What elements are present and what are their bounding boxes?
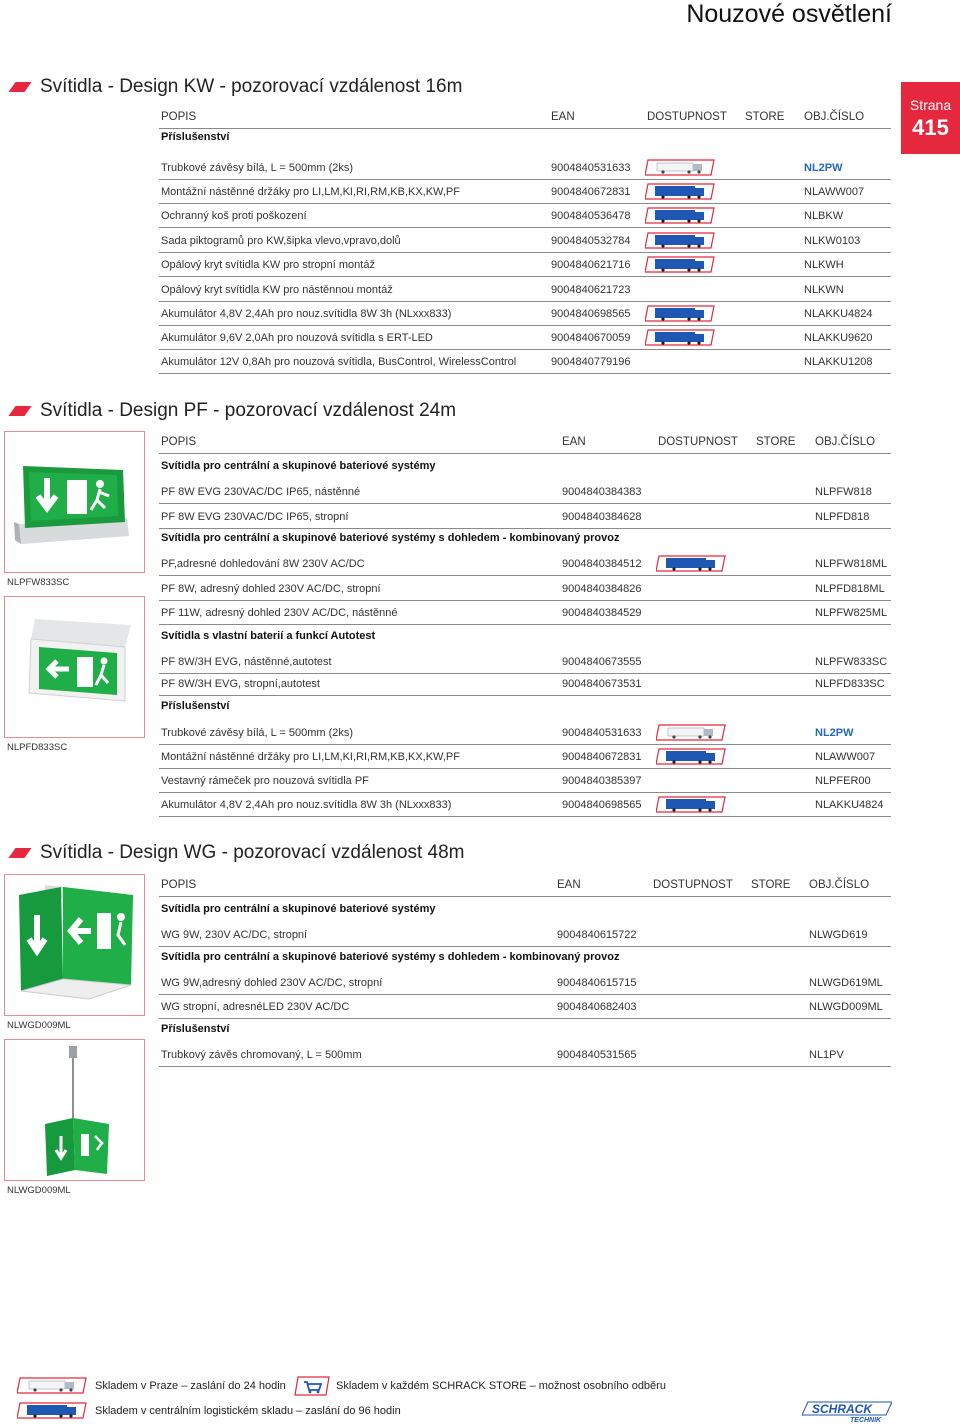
- column-header-objcislo: OBJ.ČÍSLO: [815, 436, 876, 448]
- svg-text:TECHNIK: TECHNIK: [850, 1417, 882, 1423]
- row-ean: 9004840532784: [551, 235, 631, 247]
- column-header-objcislo: OBJ.ČÍSLO: [804, 111, 865, 123]
- truck-white-icon: [645, 159, 715, 176]
- group-heading: [159, 947, 891, 967]
- table-row: [159, 971, 891, 995]
- row-ean: 9004840384826: [562, 583, 642, 595]
- row-order-number: NLPFW825ML: [815, 607, 888, 619]
- section-title-wg: Svítidla - Design WG - pozorovací vzdálenost 48m: [6, 842, 465, 864]
- row-ean: 9004840385397: [562, 775, 642, 787]
- table-row: [159, 923, 891, 947]
- table-row: [159, 350, 891, 374]
- group-heading: [159, 626, 891, 646]
- row-order-number: NLPFW833SC: [815, 656, 888, 668]
- table-row: [159, 672, 891, 696]
- table-row: [159, 229, 891, 253]
- row-ean: 9004840384383: [562, 486, 642, 498]
- table-row: [159, 253, 891, 277]
- table-row: [159, 721, 891, 745]
- row-order-number: NLAWW007: [815, 751, 876, 763]
- group-heading-label: Příslušenství: [161, 1023, 230, 1035]
- column-header-dostupnost: DOSTUPNOST: [658, 436, 738, 448]
- row-description: Sada piktogramů pro KW,šipka vlevo,vpravo,dolů: [161, 235, 401, 247]
- table-row: [159, 180, 891, 204]
- footer-prague-legend: Skladem v Praze – zaslání do 24 hodin: [95, 1380, 286, 1392]
- row-description: Vestavný rámeček pro nouzová svítidla PF: [161, 775, 369, 787]
- group-heading: [159, 696, 891, 716]
- row-description: Ochranný koš proti poškození: [161, 210, 307, 222]
- truck-white-icon: [17, 1377, 87, 1399]
- footer-central-legend: Skladem v centrálním logistickém skladu – zaslání do 96 hodin: [95, 1405, 401, 1417]
- truck-white-icon: [656, 724, 726, 741]
- row-ean: 9004840621716: [551, 259, 631, 271]
- row-order-number: NLWGD619ML: [809, 977, 883, 989]
- product-image-pf-wall: [4, 431, 145, 573]
- truck-blue-icon: [645, 256, 715, 273]
- svg-text:SCHRACK: SCHRACK: [812, 1402, 872, 1416]
- row-description: Montážní nástěnné držáky pro LI,LM,KI,RI,RM,KB,KX,KW,PF: [161, 186, 460, 198]
- row-ean: 9004840672831: [562, 751, 642, 763]
- row-description: Akumulátor 12V 0,8Ah pro nouzová svítidla, BusControl, WirelessControl: [161, 356, 517, 368]
- section-title-kw: Svítidla - Design KW - pozorovací vzdálenost 16m: [6, 76, 462, 98]
- row-order-number: NL2PW: [804, 162, 843, 174]
- row-description: Opálový kryt svítidla KW pro nástěnnou montáž: [161, 284, 393, 296]
- row-ean: 9004840384529: [562, 607, 642, 619]
- group-heading: [159, 456, 891, 476]
- row-ean: 9004840384628: [562, 511, 642, 523]
- image-caption: NLWGD009ML: [7, 1185, 71, 1196]
- table-row: [159, 793, 891, 817]
- truck-blue-icon: [656, 748, 726, 765]
- table-header: [159, 873, 891, 897]
- group-heading-label: Svítidla s vlastní baterií a funkcí Autotest: [161, 630, 376, 642]
- row-description: Akumulátor 9,6V 2,0Ah pro nouzová svítidla s ERT-LED: [161, 332, 433, 344]
- row-ean: 9004840531633: [562, 727, 642, 739]
- row-description: Akumulátor 4,8V 2,4Ah pro nouz.svítidla 8W 3h (NLxxx833): [161, 799, 452, 811]
- image-caption: NLWGD009ML: [7, 1020, 71, 1031]
- column-header-store: STORE: [745, 111, 785, 123]
- table-row: [159, 745, 891, 769]
- row-description: PF 8W EVG 230VAC/DC IP65, stropní: [161, 511, 349, 523]
- row-description: Trubkové závěsy bílá, L = 500mm (2ks): [161, 727, 354, 739]
- column-header-store: STORE: [756, 436, 796, 448]
- column-header-ean: EAN: [551, 111, 575, 123]
- truck-blue-icon: [17, 1402, 87, 1424]
- row-description: Akumulátor 4,8V 2,4Ah pro nouz.svítidla 8W 3h (NLxxx833): [161, 308, 452, 320]
- row-order-number: NLWGD009ML: [809, 1001, 883, 1013]
- row-order-number: NLPFD833SC: [815, 678, 885, 690]
- row-description: WG stropní, adresnéLED 230V AC/DC: [161, 1001, 350, 1013]
- row-ean: 9004840615722: [557, 929, 637, 941]
- row-ean: 9004840531565: [557, 1049, 637, 1061]
- truck-blue-icon: [645, 232, 715, 249]
- row-order-number: NLAKKU1208: [804, 356, 873, 368]
- column-header-popis: POPIS: [161, 879, 197, 891]
- column-header-store: STORE: [751, 879, 791, 891]
- truck-blue-icon: [645, 183, 715, 200]
- row-ean: 9004840384512: [562, 558, 642, 570]
- section-marker-icon: [8, 406, 31, 416]
- row-ean: 9004840673531: [562, 678, 642, 690]
- table-row: [159, 278, 891, 302]
- table-row: [159, 505, 891, 529]
- row-ean: 9004840536478: [551, 210, 631, 222]
- table-row: [159, 552, 891, 576]
- truck-blue-icon: [656, 796, 726, 813]
- column-header-dostupnost: DOSTUPNOST: [653, 879, 733, 891]
- page-number: 415: [912, 115, 949, 140]
- product-image-pf-ceiling: [4, 596, 145, 738]
- product-image-wg-pendant: [4, 1039, 145, 1181]
- page-title: Nouzové osvětlení: [686, 0, 892, 28]
- row-ean: 9004840621723: [551, 284, 631, 296]
- row-order-number: NLAKKU9620: [804, 332, 873, 344]
- group-heading-label: Svítidla pro centrální a skupinové bateriové systémy s dohledem - kombinovaný provoz: [161, 532, 620, 544]
- row-description: PF 8W, adresný dohled 230V AC/DC, stropní: [161, 583, 381, 595]
- row-description: PF 8W EVG 230VAC/DC IP65, nástěnné: [161, 486, 361, 498]
- product-image-wg-ceiling: [4, 874, 145, 1016]
- table-row: [159, 995, 891, 1019]
- row-order-number: NL2PW: [815, 727, 854, 739]
- page-number-badge: [901, 82, 960, 154]
- table-header: [159, 105, 891, 129]
- truck-blue-icon: [645, 305, 715, 322]
- table-row: [159, 1043, 891, 1067]
- row-order-number: NLPFW818: [815, 486, 872, 498]
- column-header-objcislo: OBJ.ČÍSLO: [809, 879, 870, 891]
- row-order-number: NLAKKU4824: [804, 308, 873, 320]
- row-ean: 9004840615715: [557, 977, 637, 989]
- image-caption: NLPFW833SC: [7, 577, 70, 588]
- row-ean: 9004840673555: [562, 656, 642, 668]
- column-header-popis: POPIS: [161, 111, 197, 123]
- row-ean: 9004840670059: [551, 332, 631, 344]
- group-heading-label: Příslušenství: [161, 700, 230, 712]
- row-order-number: NLKWN: [804, 284, 844, 296]
- row-description: Opálový kryt svítidla KW pro stropní montáž: [161, 259, 375, 271]
- row-description: Trubkové závěsy bílá, L = 500mm (2ks): [161, 162, 354, 174]
- table-row: [159, 601, 891, 625]
- row-order-number: NLPFW818ML: [815, 558, 888, 570]
- row-description: Trubkový závěs chromovaný, L = 500mm: [161, 1049, 362, 1061]
- row-ean: 9004840779196: [551, 356, 631, 368]
- row-order-number: NLPFER00: [815, 775, 871, 787]
- row-ean: 9004840672831: [551, 186, 631, 198]
- row-description: PF 8W/3H EVG, nástěnné,autotest: [161, 656, 332, 668]
- table-row: [159, 769, 891, 793]
- row-description: Montážní nástěnné držáky pro LI,LM,KI,RI,RM,KB,KX,KW,PF: [161, 751, 460, 763]
- row-description: PF 11W, adresný dohled 230V AC/DC, nástěnné: [161, 607, 398, 619]
- cart-icon: [294, 1376, 330, 1401]
- table-row: [159, 326, 891, 350]
- row-order-number: NL1PV: [809, 1049, 844, 1061]
- section-marker-icon: [8, 848, 31, 858]
- schrack-logo: [802, 1401, 892, 1423]
- column-header-ean: EAN: [557, 879, 581, 891]
- table-row: [159, 204, 891, 228]
- row-order-number: NLKW0103: [804, 235, 861, 247]
- row-order-number: NLKWH: [804, 259, 844, 271]
- truck-blue-icon: [645, 329, 715, 346]
- group-heading: [159, 127, 891, 147]
- column-header-popis: POPIS: [161, 436, 197, 448]
- row-ean: 9004840698565: [551, 308, 631, 320]
- row-description: WG 9W,adresný dohled 230V AC/DC, stropní: [161, 977, 383, 989]
- table-row: [159, 650, 891, 674]
- table-row: [159, 302, 891, 326]
- page-number-label: Strana: [909, 97, 952, 113]
- group-heading: [159, 1019, 891, 1039]
- truck-blue-icon: [645, 207, 715, 224]
- row-description: PF 8W/3H EVG, stropní,autotest: [161, 678, 320, 690]
- table-row: [159, 156, 891, 180]
- table-row: [159, 577, 891, 601]
- row-ean: 9004840531633: [551, 162, 631, 174]
- group-heading: [159, 899, 891, 919]
- group-heading-label: Svítidla pro centrální a skupinové bateriové systémy: [161, 460, 436, 472]
- row-order-number: NLAKKU4824: [815, 799, 884, 811]
- group-heading-label: Svítidla pro centrální a skupinové bateriové systémy s dohledem - kombinovaný provoz: [161, 951, 620, 963]
- table-header: [159, 430, 891, 454]
- footer-store-legend: Skladem v každém SCHRACK STORE – možnost osobního odběru: [336, 1380, 666, 1392]
- group-heading: [159, 528, 891, 548]
- section-title-pf: Svítidla - Design PF - pozorovací vzdálenost 24m: [6, 400, 456, 422]
- row-ean: 9004840698565: [562, 799, 642, 811]
- row-ean: 9004840682403: [557, 1001, 637, 1013]
- column-header-ean: EAN: [562, 436, 586, 448]
- group-heading-label: Příslušenství: [161, 131, 230, 143]
- row-description: WG 9W, 230V AC/DC, stropní: [161, 929, 308, 941]
- image-caption: NLPFD833SC: [7, 742, 68, 753]
- row-order-number: NLPFD818ML: [815, 583, 885, 595]
- row-order-number: NLWGD619: [809, 929, 868, 941]
- row-order-number: NLAWW007: [804, 186, 865, 198]
- column-header-dostupnost: DOSTUPNOST: [647, 111, 727, 123]
- row-order-number: NLBKW: [804, 210, 844, 222]
- truck-blue-icon: [656, 555, 726, 572]
- group-heading-label: Svítidla pro centrální a skupinové bateriové systémy: [161, 903, 436, 915]
- row-description: PF,adresné dohledování 8W 230V AC/DC: [161, 558, 365, 570]
- section-marker-icon: [8, 82, 31, 92]
- row-order-number: NLPFD818: [815, 511, 870, 523]
- table-row: [159, 480, 891, 504]
